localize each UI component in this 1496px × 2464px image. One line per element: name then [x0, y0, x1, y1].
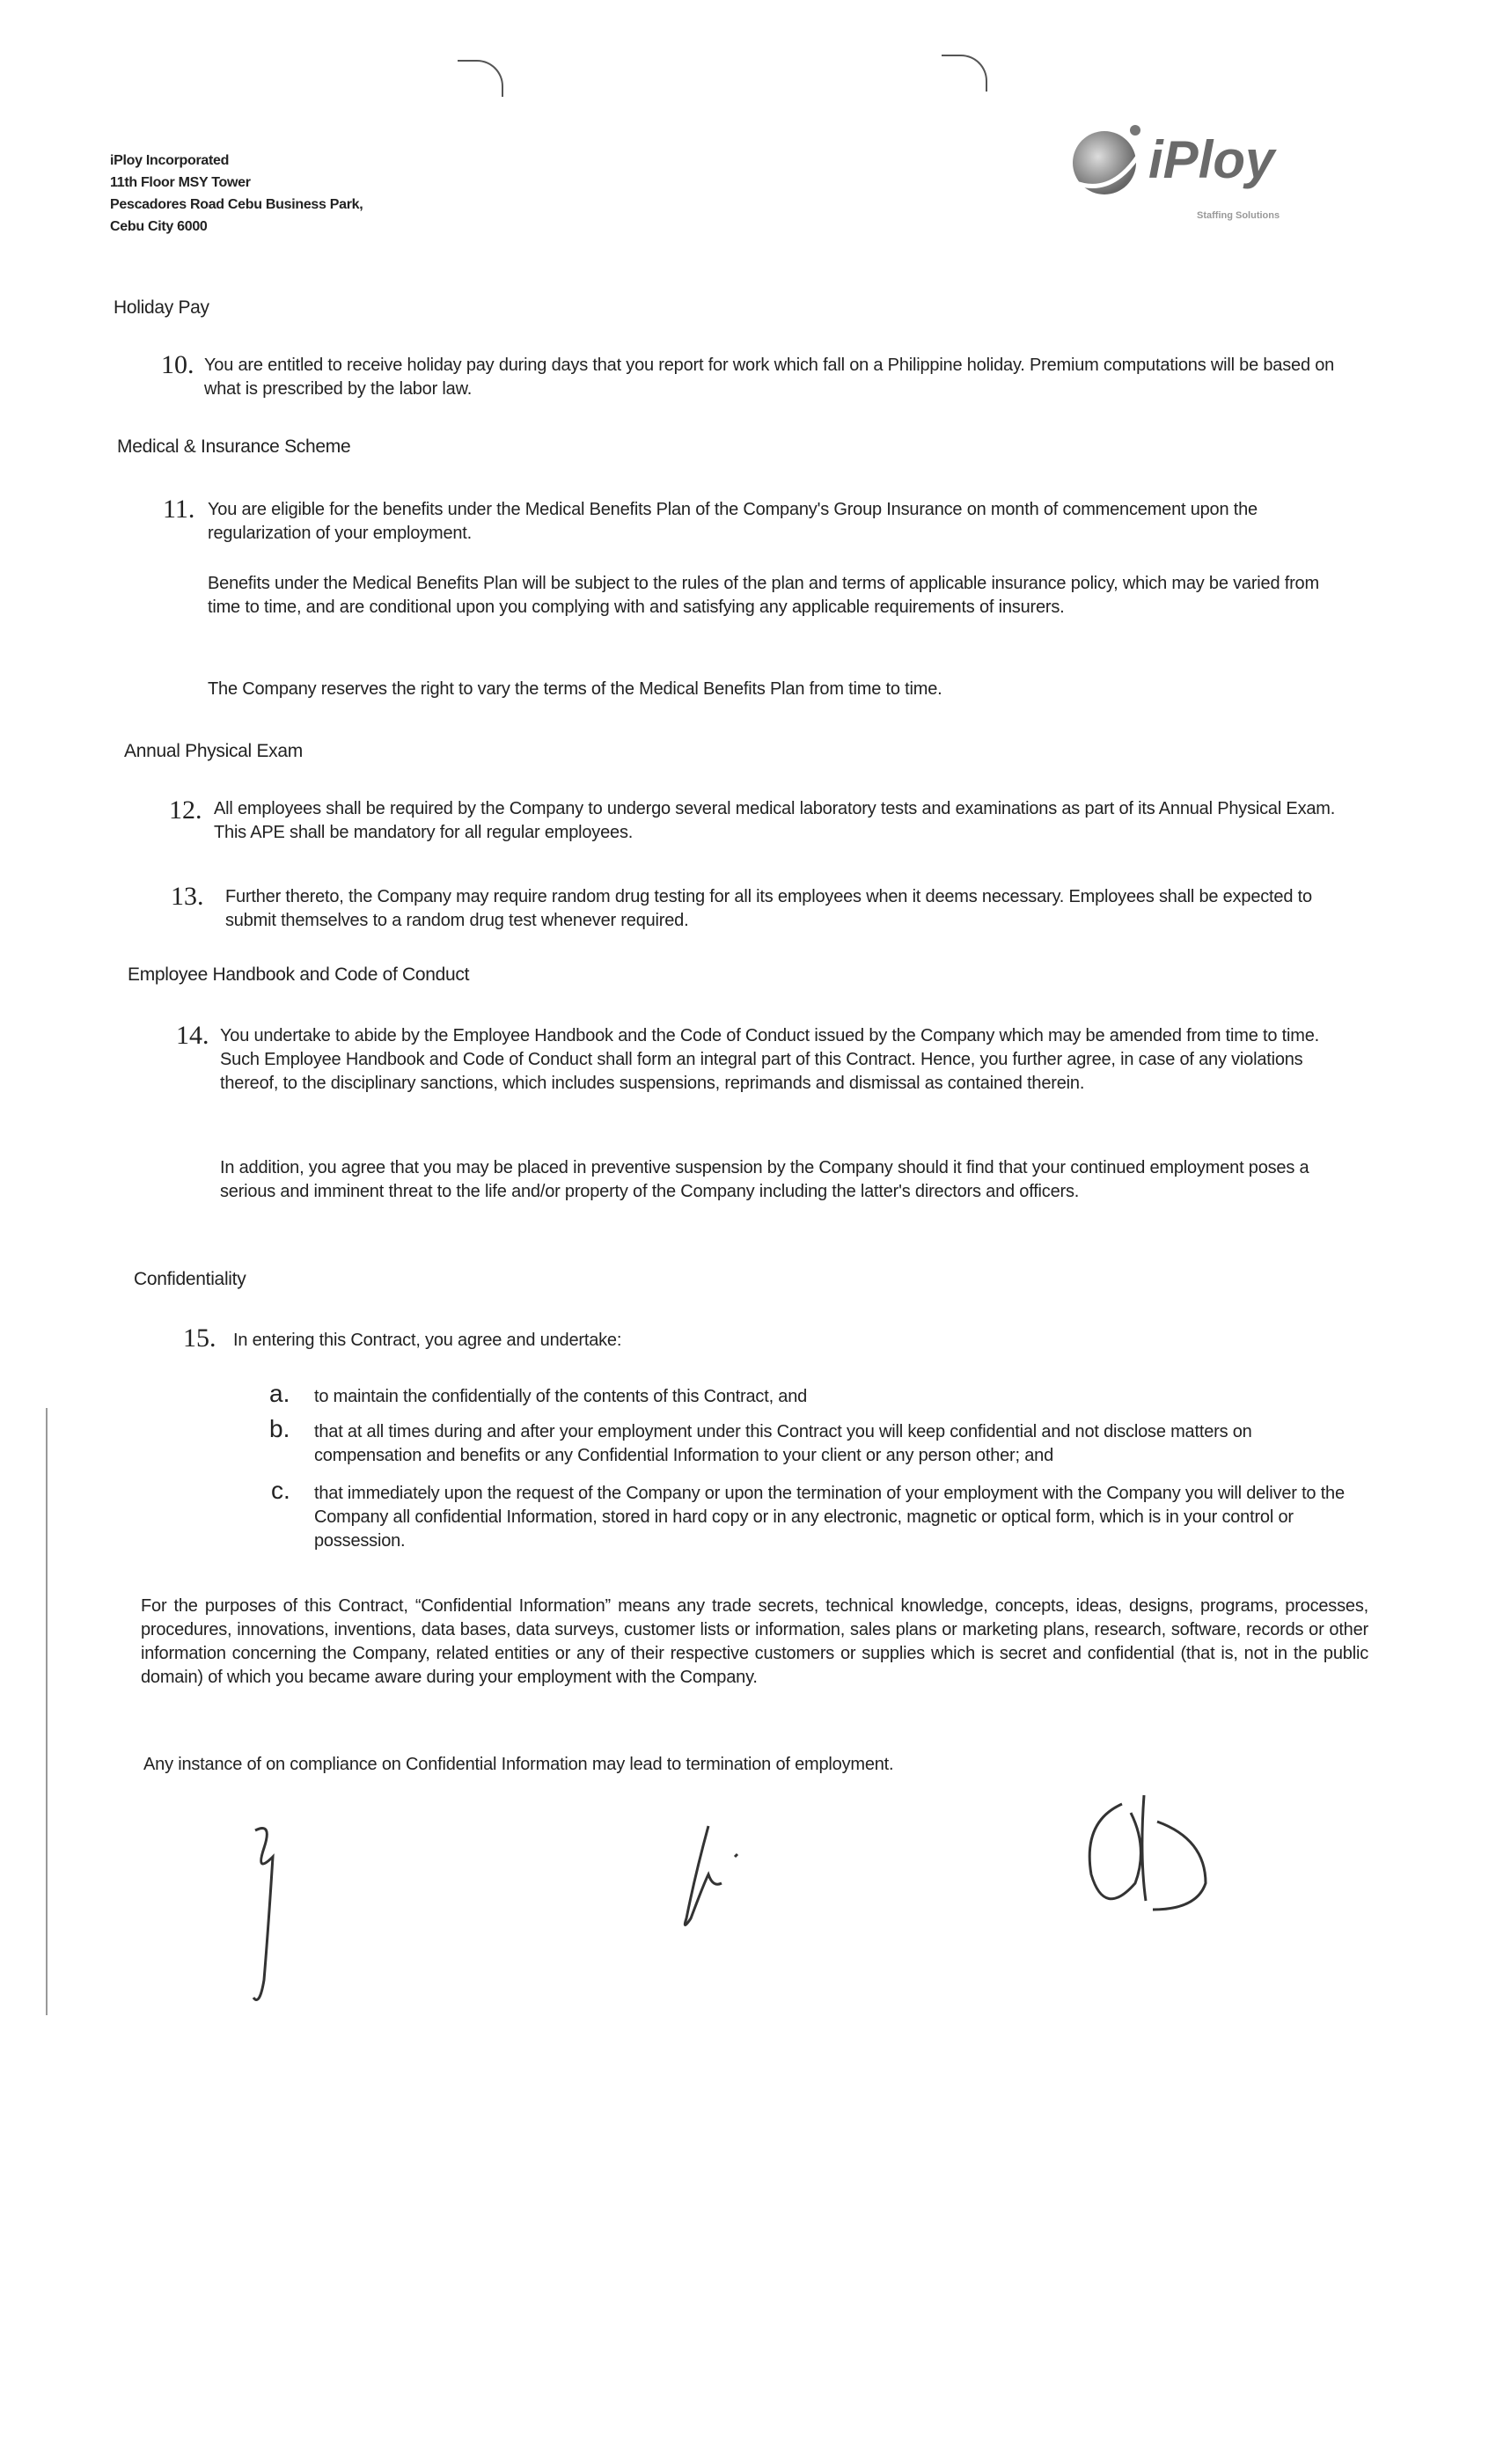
page-edge-line: [46, 1408, 48, 2015]
section-heading: Medical & Insurance Scheme: [117, 436, 351, 457]
svg-text:iPloy: iPloy: [1148, 130, 1275, 189]
globe-icon: [1065, 114, 1311, 224]
clause-text: Further thereto, the Company may require random drug testing for all its employees when it deems necessary. Employees shall be expected to submit themselves to a random drug test whenever required.: [225, 887, 1312, 930]
section-heading: Confidentiality: [134, 1269, 246, 1289]
section-heading: Employee Handbook and Code of Conduct: [128, 964, 470, 985]
signature-initial-3: [1074, 1786, 1223, 1927]
clause-number: 10.: [161, 350, 194, 379]
address-line: Cebu City 6000: [110, 219, 208, 234]
clause-text: You are eligible for the benefits under the Medical Benefits Plan of the Company's Group Insurance on month of commencement upon the regularization of your employment.: [208, 500, 1258, 543]
clause-text: You are entitled to receive holiday pay during days that you report for work which fall on a Philippine holiday. Premium computations will be based on what is prescribed by the labor law.: [204, 356, 1335, 399]
closing-paragraph: Any instance of on compliance on Confidential Information may lead to termination of employment.: [143, 1755, 894, 1774]
clause-number: 15.: [183, 1324, 216, 1353]
clause-number: 12.: [169, 796, 202, 825]
section-heading: Annual Physical Exam: [124, 741, 303, 761]
signature-initial-1: [238, 1822, 290, 2015]
clause-number: 14.: [176, 1021, 209, 1050]
punch-hole-mark: [942, 55, 987, 92]
section-heading: Holiday Pay: [114, 297, 209, 318]
clause-text: All employees shall be required by the Company to undergo several medical laboratory tests and examinations as part of its Annual Physical Exam. This APE shall be mandatory for all regular employees.: [214, 799, 1336, 842]
item-text: to maintain the confidentially of the contents of this Contract, and: [314, 1387, 808, 1406]
punch-hole-mark: [458, 60, 503, 97]
iploy-logo: [1065, 114, 1311, 224]
address-line: 11th Floor MSY Tower: [110, 175, 251, 190]
item-text: that at all times during and after your employment under this Contract you will keep confidential and not disclose matters on compensation and benefits or any Confidential Information to your client or any person other; and: [314, 1422, 1252, 1465]
clause-number: 11.: [163, 495, 195, 524]
clause-number: 13.: [171, 882, 204, 911]
item-text: that immediately upon the request of the Company or upon the termination of your employment with the Company you will deliver to the Company all confidential Information, stored in hard copy or in any electronic, magnetic or optical form, which is in your control or possession.: [314, 1484, 1345, 1551]
clause-paragraph: Benefits under the Medical Benefits Plan will be subject to the rules of the plan and terms of applicable insurance policy, which may be varied from time to time, and are conditional upon you complying with and satisfying any applicable requirements of insurers.: [208, 574, 1319, 617]
item-letter: b.: [269, 1415, 290, 1442]
clause-text: In entering this Contract, you agree and undertake:: [233, 1331, 622, 1350]
item-letter: c.: [271, 1477, 290, 1504]
address-line: iPloy Incorporated: [110, 153, 230, 168]
clause-paragraph: In addition, you agree that you may be placed in preventive suspension by the Company should it find that your continued employment poses a serious and imminent threat to the life and/or property of the Company including the latter's directors and officers.: [220, 1158, 1309, 1201]
item-letter: a.: [269, 1380, 290, 1407]
signature-initial-2: [669, 1822, 748, 1936]
clause-paragraph: The Company reserves the right to vary the terms of the Medical Benefits Plan from time to time.: [208, 679, 942, 699]
definition-paragraph: For the purposes of this Contract, “Confidential Information” means any trade secrets, technical knowledge, concepts, ideas, designs, programs, processes, procedures, innovations, inventions, data bases, data surveys, customer lists or information, sales plans or marketing plans, research, software, records or other information concerning the Company, related entities or any of their respective customers or supplies which is secret and confidential (that is, not in the public domain) of which you became aware during your employment with the Company.: [141, 1596, 1368, 1687]
address-line: Pescadores Road Cebu Business Park,: [110, 197, 363, 212]
company-address: [110, 150, 363, 238]
svg-text:Staffing Solutions: Staffing Solutions: [1197, 210, 1280, 221]
clause-text: You undertake to abide by the Employee Handbook and the Code of Conduct issued by the Company which may be amended from time to time. Such Employee Handbook and Code of Conduct shall form an integral part of this Contract. Hence, you further agree, in case of any violations thereof, to the disciplinary sanctions, which includes suspensions, reprimands and dismissal as contained therein.: [220, 1026, 1319, 1093]
